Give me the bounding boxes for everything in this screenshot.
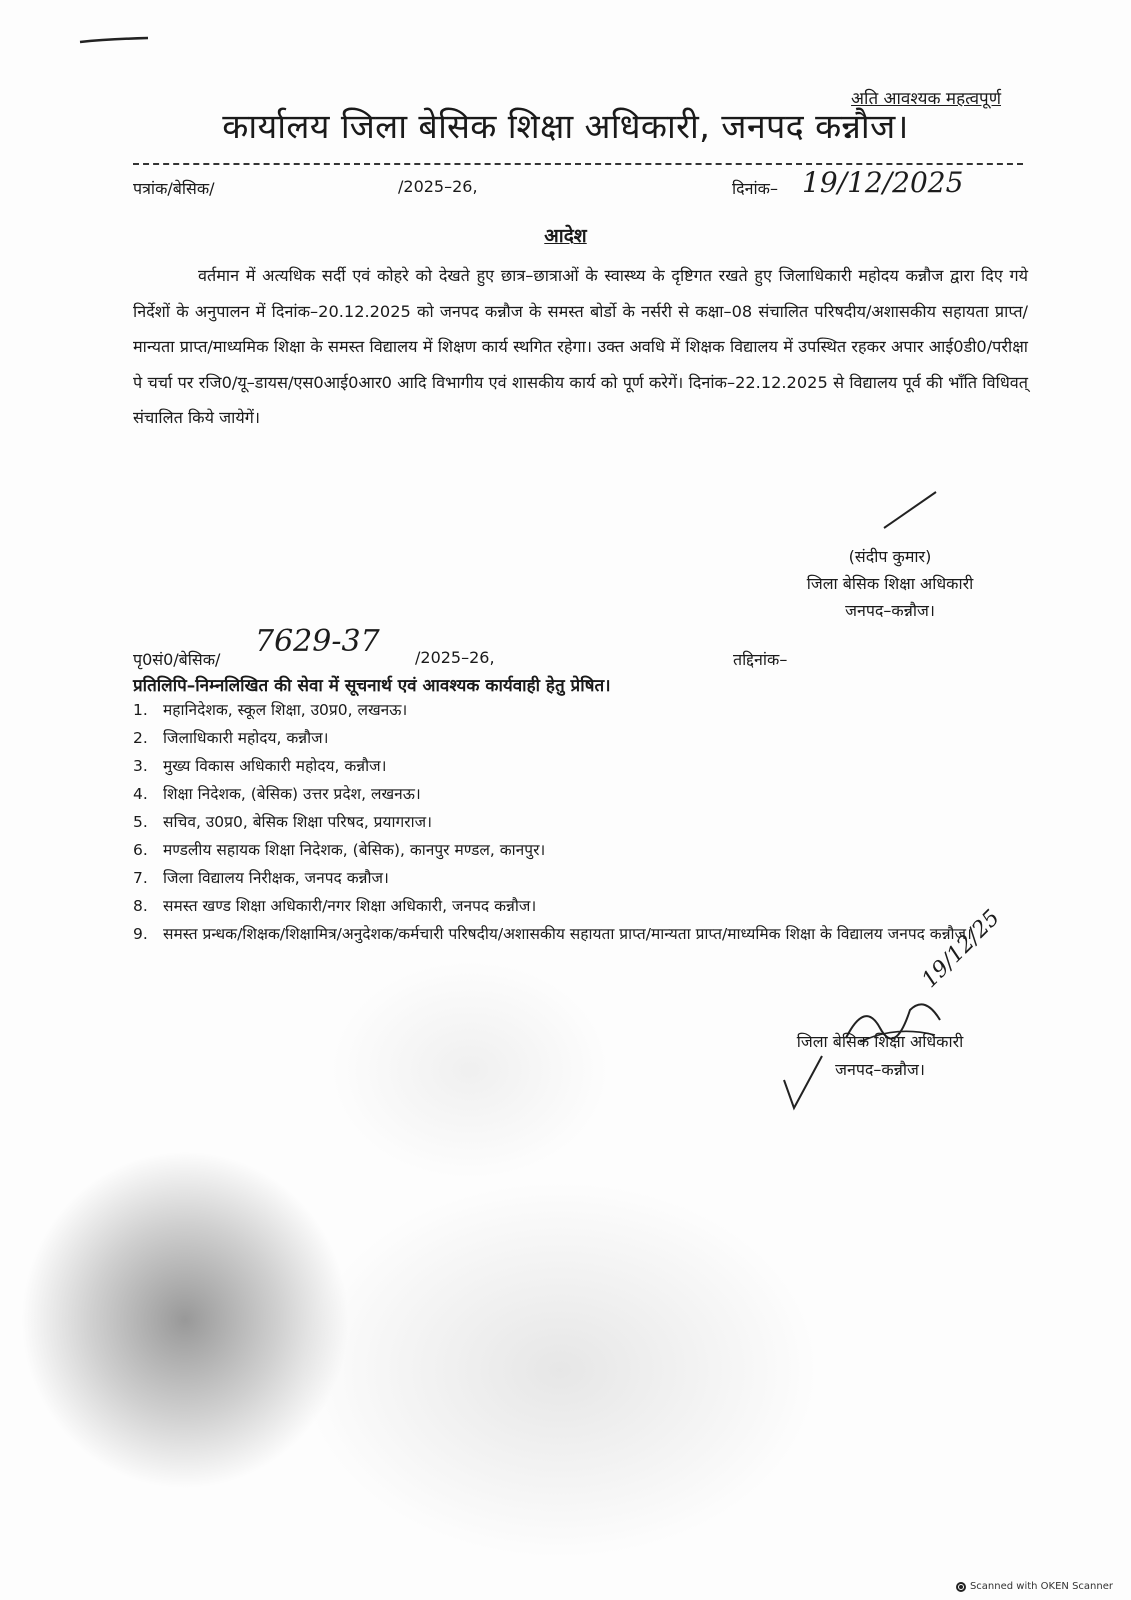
item-text: सचिव, उ0प्र0, बेसिक शिक्षा परिषद, प्रयागराज।: [163, 813, 432, 831]
ref-label: पत्रांक/बेसिक/: [133, 179, 215, 198]
signatory-district: जनपद–कन्नौज।: [845, 601, 935, 620]
item-text: शिक्षा निदेशक, (बेसिक) उत्तर प्रदेश, लखनऊ।: [163, 785, 421, 803]
item-number: 3.: [133, 757, 148, 775]
item-number: 4.: [133, 785, 148, 803]
list-item: [133, 778, 1031, 806]
order-heading: आदेश: [544, 225, 587, 247]
scanner-text: Scanned with OKEN Scanner: [969, 1581, 1113, 1592]
scan-smudge-bottom: [300, 1180, 820, 1560]
header-divider: [133, 163, 1023, 165]
signatory2-designation: जिला बेसिक शिक्षा अधिकारी: [796, 1032, 964, 1051]
scanner-watermark: [956, 1581, 1113, 1592]
pen-stroke-mark: [78, 34, 152, 46]
list-item: [133, 722, 1031, 750]
recipient-list: [133, 694, 1031, 946]
item-text: समस्त खण्ड शिक्षा अधिकारी/नगर शिक्षा अधिकारी, जनपद कन्नौज।: [163, 897, 537, 915]
ref-year: /2025–26,: [398, 177, 478, 196]
item-number: 7.: [133, 869, 148, 887]
office-title: कार्यालय जिला बेसिक शिक्षा अधिकारी, जनपद कन्नौज।: [222, 107, 909, 147]
scan-smudge-bottom-left: [20, 1150, 350, 1490]
item-number: 9.: [133, 925, 148, 943]
signatory-designation: जिला बेसिक शिक्षा अधिकारी: [806, 574, 974, 593]
list-item: [133, 918, 1031, 946]
handwritten-date-2: 19/12/25: [917, 905, 1005, 993]
item-number: 5.: [133, 813, 148, 831]
list-item: [133, 834, 1031, 862]
item-text: महानिदेशक, स्कूल शिक्षा, उ0प्र0, लखनऊ।: [163, 701, 408, 719]
copy-date-label: तद्दिनांक–: [733, 650, 788, 669]
item-text: समस्त प्रन्धक/शिक्षक/शिक्षामित्र/अनुदेशक/कर्मचारी परिषदीय/अशासकीय सहायता प्राप्त/मान्यता प्राप्त/माध्यमिक शिक्षा के विद्यालय जनपद कन्नौज।: [163, 925, 972, 943]
scan-smudge-mid: [330, 960, 610, 1180]
signatory-block-2: [775, 1028, 985, 1084]
scanner-logo-icon: [956, 1582, 966, 1592]
list-item: [133, 694, 1031, 722]
list-item: [133, 806, 1031, 834]
date-label: दिनांक–: [732, 179, 778, 198]
list-item: [133, 890, 1031, 918]
order-body: वर्तमान में अत्यधिक सर्दी एवं कोहरे को देखते हुए छात्र–छात्राओं के स्वास्थ्य के दृष्टिगत रखते हुए जिलाधिकारी महोदय कन्नौज द्वारा दिए गये निर्देशों के अनुपालन में दिनांक–20.12.2025 को जनपद कन्नौज के समस्त बोर्डो के नर्सरी से कक्षा–08 संचालित परिषदीय/अशासकीय सहायता प्राप्त/मान्यता प्राप्त/माध्यमिक शिक्षा के समस्त विद्यालय में शिक्षण कार्य स्थगित रहेगा। उक्त अवधि में शिक्षक विद्यालय में उपस्थित रहकर अपार आई0डी0/परीक्षा पे चर्चा पर रजि0/यू–डायस/एस0आई0आर0 आदि विभागीय एवं शासकीय कार्य को पूर्ण करेगें। दिनांक–22.12.2025 से विद्यालय पूर्व की भाँति विधिवत् संचालित किये जायेगें।: [133, 266, 1028, 427]
signatory-name: (संदीप कुमार): [848, 547, 932, 566]
handwritten-date: 19/12/2025: [802, 166, 964, 199]
item-text: जिलाधिकारी महोदय, कन्नौज।: [163, 729, 329, 747]
handwritten-ref-number: 7629-37: [255, 624, 380, 659]
item-number: 6.: [133, 841, 148, 859]
list-item: [133, 750, 1031, 778]
item-number: 1.: [133, 701, 148, 719]
item-text: जिला विद्यालय निरीक्षक, जनपद कन्नौज।: [163, 869, 389, 887]
copy-intro: प्रतिलिपि–निम्नलिखित की सेवा में सूचनार्थ एवं आवश्यक कार्यवाही हेतु प्रेषित।: [133, 676, 611, 696]
item-text: मुख्य विकास अधिकारी महोदय, कन्नौज।: [163, 757, 387, 775]
item-number: 8.: [133, 897, 148, 915]
copy-ref-label: पृ0सं0/बेसिक/: [133, 650, 221, 669]
signature-mark: [880, 490, 940, 530]
priority-label: अति आवश्यक महत्वपूर्ण: [851, 89, 1001, 109]
signatory-block: [770, 543, 1010, 624]
signatory2-district: जनपद–कन्नौज।: [835, 1060, 925, 1079]
item-text: मण्डलीय सहायक शिक्षा निदेशक, (बेसिक), कानपुर मण्डल, कानपुर।: [163, 841, 546, 859]
list-item: [133, 862, 1031, 890]
copy-ref-year: /2025–26,: [415, 648, 495, 667]
item-number: 2.: [133, 729, 148, 747]
